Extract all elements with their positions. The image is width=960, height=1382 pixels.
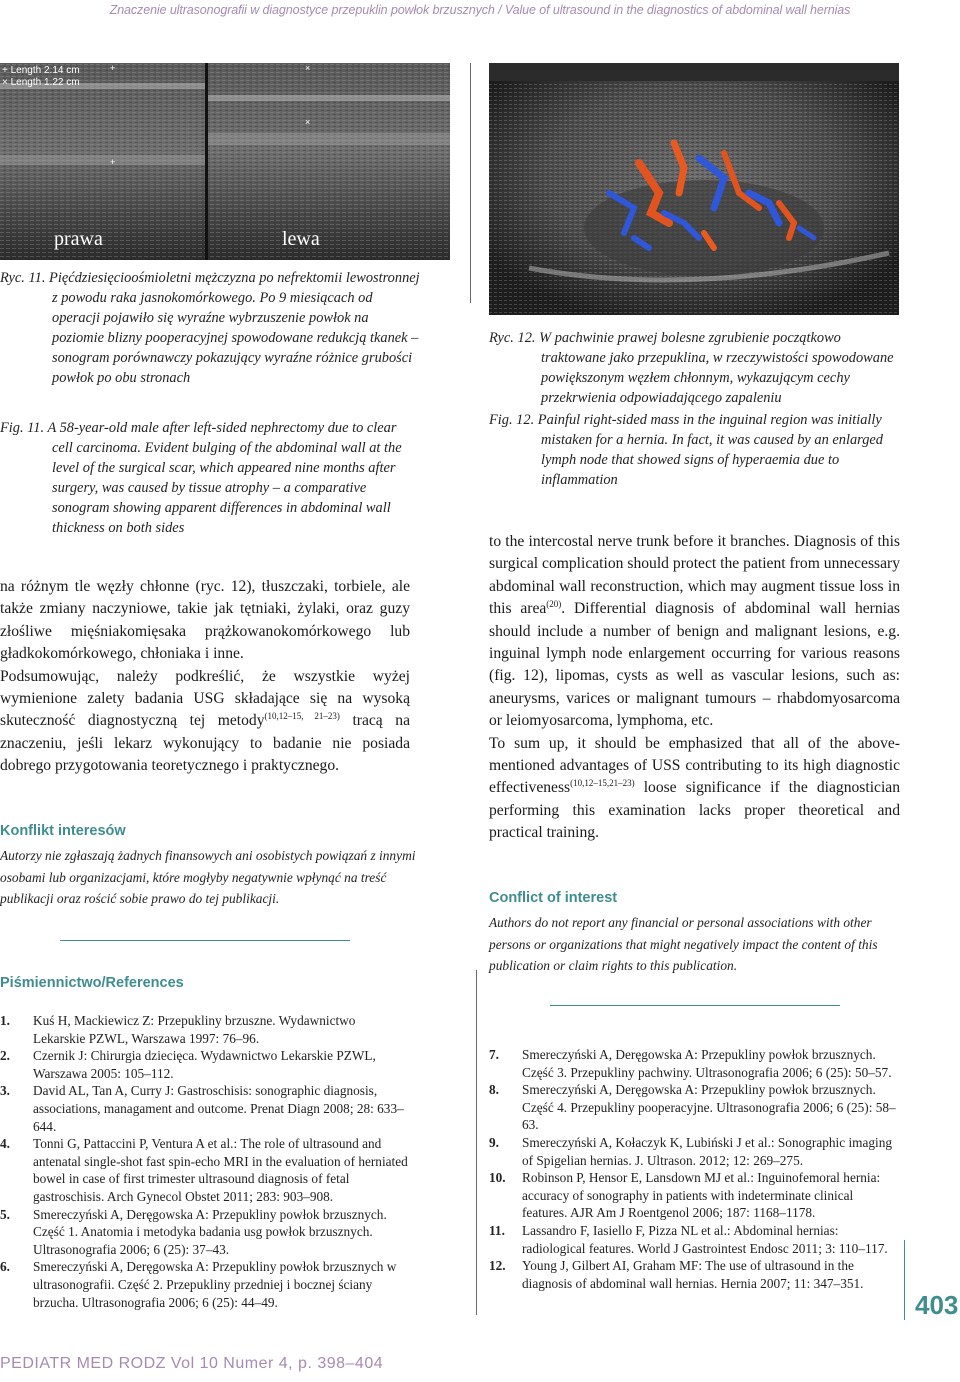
separator-rule-right	[550, 1005, 840, 1006]
reference-number: 11.	[489, 1222, 505, 1238]
reference-number: 4.	[0, 1136, 10, 1152]
reference-item	[0, 1082, 410, 1135]
conflict-heading-en: Conflict of interest	[489, 890, 618, 906]
caption-text: Pięćdziesięcioośmioletni mężczyzna po nefrektomii lewostronnej z powodu raka jasnokomórkowego. Po 9 miesiącach od operacji pojawiło się wyraźne wybrzuszenie powłok na poziomie blizny pooperacyjnej spowodowane redukcją tkanek – sonogram porównawczy pokazujący wyraźne różnice grubości powłok po obu stronach	[49, 270, 420, 386]
reference-text: Smereczyński A, Kołaczyk K, Lubiński J et al.: Sonographic imaging of Spigelian hernias. J. Ultrason. 2012; 12: 269–275.	[522, 1134, 893, 1168]
label-left-side: lewa	[282, 228, 320, 250]
caption-text: A 58-year-old male after left-sided nephrectomy due to clear cell carcinoma. Evident bulging of the abdominal wall at the level of the surgical scar, which appeared nine months after surgery, was caused by tissue atrophy – a comparative sonogram showing apparent differences in abdominal wall thickness on both sides	[47, 420, 402, 536]
reference-text: David AL, Tan A, Curry J: Gastroschisis: sonographic diagnosis, associations, managament and outcome. Prenat Diagn 2008; 28: 633–644.	[33, 1083, 404, 1134]
column-divider-bottom	[476, 970, 477, 1315]
reference-text: Smereczyński A, Deręgowska A: Przepukliny powłok brzusznych. Część 3. Przepukliny pachwiny. Ultrasonografia 2006; 6 (25): 50–57.	[522, 1047, 892, 1080]
reference-item	[489, 1081, 899, 1134]
reference-item	[489, 1257, 899, 1292]
right-body-text	[489, 531, 900, 845]
references-list-left	[0, 1012, 410, 1311]
references-list-right	[489, 1046, 899, 1292]
citation: (10,12–15, 21–23)	[264, 711, 340, 722]
reference-number: 10.	[489, 1170, 506, 1186]
left-body-text	[0, 576, 410, 778]
reference-item	[0, 1047, 410, 1082]
measurement-readout-2: × Length 1.22 cm	[2, 77, 80, 88]
figure-11-caption-en	[0, 418, 420, 538]
conflict-heading-pl: Konflikt interesów	[0, 823, 126, 839]
caption-label: Fig. 12.	[489, 412, 535, 428]
reference-number: 2.	[0, 1048, 10, 1064]
reference-text: Smereczyński A, Deręgowska A: Przepukliny powłok brzusznych. Część 1. Anatomia i metodyka badania usg powłok brzusznych. Ultrasonografia 2006; 6 (25): 37–43.	[33, 1206, 387, 1257]
reference-item	[0, 1012, 410, 1047]
journal-footer: PEDIATR MED RODZ Vol 10 Numer 4, p. 398–404	[0, 1355, 384, 1372]
figure-12-caption-en	[489, 410, 901, 490]
reference-text: Smereczyński A, Deręgowska A: Przepukliny powłok brzusznych w ultrasonografii. Część 2. Przepukliny przedniej i bocznej ściany brzucha. Ultrasonografia 2006; 6 (25): 44–49.	[33, 1259, 397, 1310]
page-number-divider	[904, 1240, 905, 1320]
reference-text: Kuś H, Mackiewicz Z: Przepukliny brzuszne. Wydawnictwo Lekarskie PZWL, Warszawa 1997: 76–96.	[33, 1013, 356, 1046]
doppler-ultrasound-figure-12	[489, 63, 899, 315]
svg-text:+: +	[110, 63, 116, 73]
reference-number: 6.	[0, 1259, 10, 1275]
reference-item	[0, 1206, 410, 1259]
label-right-side: prawa	[54, 228, 103, 250]
figure-12-caption-pl	[489, 328, 901, 408]
caption-label: Fig. 11.	[0, 420, 45, 436]
reference-number: 3.	[0, 1083, 10, 1099]
separator-rule-left	[60, 940, 350, 941]
reference-text: Tonni G, Pattaccini P, Ventura A et al.: The role of ultrasound and antenatal single-shot fast spin-echo MRI in the evaluation of herniated bowel in case of first trimester ultrasound diagnosis of fetal gastroschisis. Arch Gynecol Obstet 2011; 283: 903–908.	[33, 1136, 408, 1204]
reference-number: 9.	[489, 1134, 499, 1150]
svg-text:×: ×	[305, 63, 311, 73]
reference-number: 12.	[489, 1258, 506, 1274]
reference-number: 7.	[489, 1047, 499, 1062]
paragraph: Podsumowując, należy podkreślić, że wszystkie wyżej wymienione zalety badania USG składające się na wysoką skuteczność diagnostyczną tej metody$^{(10,12-15, 21-23)}$ tracą na znaczeniu, jeśli lekarz wykonujący to badanie nie posiada dobrego przygotowania teoretycznego i praktycznego.	[0, 667, 410, 775]
caption-text: Painful right-sided mass in the inguinal region was initially mistaken for a hernia. In fact, it was caused by an enlarged lymph node that showed signs of hyperaemia due to inflammation	[537, 412, 883, 488]
conflict-text-en: Authors do not report any financial or personal associations with other persons or organizations that might negatively impact the content of this publication or claim rights to this publication.	[489, 915, 878, 973]
column-divider-top	[470, 63, 471, 303]
paragraph: To sum up, it should be emphasized that all of the above-mentioned advantages of USS contributing to its high diagnostic effectiveness$^{(10,12-15,21-23)}$ loose significance if the diagnostician performing this examination lacks proper theoretical and practical training.	[489, 734, 900, 842]
reference-item	[489, 1222, 899, 1257]
citation: (20)	[546, 599, 562, 610]
paragraph: to the intercostal nerve trunk before it branches. Diagnosis of this surgical complication should protect the patient from unnecessary abdominal wall reconstruction, which may augment tissue loss in this area$^{(20)}$. Differential diagnosis of abdominal wall hernias should include a number of benign and malignant lesions, e.g. inguinal lymph node enlargement occurring for various reasons (fig. 12), lipomas, cysts as well as vascular lesions, such as: aneurysms, varices or malignant tumours – rhabdomyosarcoma or leiomyosarcoma, lymphoma, etc.	[489, 533, 900, 730]
reference-text: Young J, Gilbert AI, Graham MF: The use of ultrasound in the diagnosis of abdominal wall hernias. Hernia 2007; 11: 347–351.	[522, 1258, 864, 1291]
reference-number: 1.	[0, 1013, 10, 1028]
caption-label: Ryc. 11.	[0, 270, 46, 286]
svg-text:×: ×	[305, 117, 311, 127]
page-number: 403	[915, 1290, 959, 1320]
figure-11-caption-pl	[0, 268, 420, 388]
running-header: Znaczenie ultrasonografii w diagnostyce przepuklin powłok brzusznych / Value of ultrasound in the diagnostics of abdominal wall hernias	[109, 3, 851, 17]
measurement-readout-1: + Length 2.14 cm	[2, 65, 80, 76]
references-heading: Piśmiennictwo/References	[0, 975, 184, 991]
reference-text: Lassandro F, Iasiello F, Pizza NL et al.: Abdominal hernias: radiological features. World J Gastrointest Endosc 2011; 3: 110–117.	[522, 1222, 888, 1256]
reference-text: Robinson P, Hensor E, Lansdown MJ et al.: Inguinofemoral hernia: accuracy of sonography in patients with indeterminate clinical features. AJR Am J Roentgenol 2006; 187: 1168–1178.	[522, 1170, 881, 1221]
reference-item	[489, 1046, 899, 1081]
reference-item	[0, 1135, 410, 1205]
svg-text:+: +	[110, 157, 116, 167]
reference-item	[489, 1169, 899, 1222]
paragraph: na różnym tle węzły chłonne (ryc. 12), tłuszczaki, torbiele, ale także zmiany naczyniowe, takie jak tętniaki, żylaki, oraz guzy złośliwe mięśniakomięsaka prążkowanokomórkowego lub gładkokomórkowego, chłoniaka i inne.	[0, 578, 410, 663]
reference-item	[0, 1258, 410, 1311]
citation: (10,12–15,21–23)	[570, 778, 635, 789]
reference-text: Smereczyński A, Deręgowska A: Przepukliny powłok brzusznych. Część 4. Przepukliny pooperacyjne. Ultrasonografia 2006; 6 (25): 58–63.	[522, 1082, 896, 1133]
reference-text: Czernik J: Chirurgia dziecięca. Wydawnictwo Lekarskie PZWL, Warszawa 2005: 105–112.	[33, 1048, 376, 1081]
reference-number: 8.	[489, 1082, 499, 1098]
reference-number: 5.	[0, 1206, 10, 1222]
caption-label: Ryc. 12.	[489, 330, 536, 346]
caption-text: W pachwinie prawej bolesne zgrubienie początkowo traktowane jako przepuklina, w rzeczywistości spowodowane powiększonym węzłem chłonnym, wykazującym cechy przekrwienia odpowiadającego zapaleniu	[539, 330, 894, 406]
conflict-text-pl: Autorzy nie zgłaszają żadnych finansowych ani osobistych powiązań z innymi osobami lub organizacjami, które mogłyby negatywnie wpłynąć na treść publikacji oraz rościć sobie prawo do tej publikacji.	[0, 848, 416, 906]
reference-item	[489, 1134, 899, 1169]
